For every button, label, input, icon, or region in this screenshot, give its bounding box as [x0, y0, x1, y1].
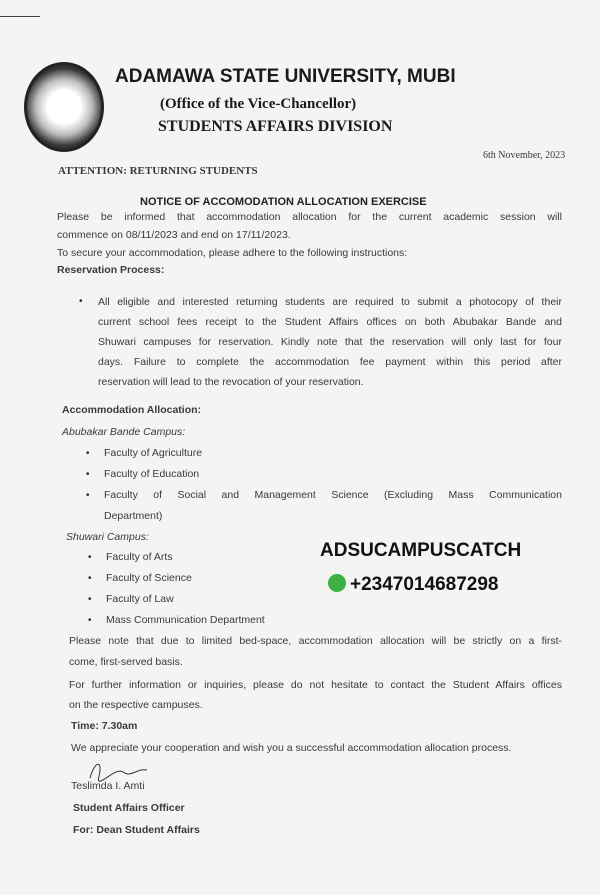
faculty-item: Faculty of Law: [106, 593, 174, 605]
whatsapp-icon: [328, 574, 346, 592]
bullet-icon: •: [88, 573, 92, 584]
further-line: on the respective campuses.: [69, 699, 203, 711]
notice-title: NOTICE OF ACCOMODATION ALLOCATION EXERCISE: [140, 196, 427, 208]
bullet-icon: •: [86, 469, 90, 480]
campus-heading: Abubakar Bande Campus:: [62, 426, 186, 438]
reservation-line: All eligible and interested returning students are required to submit a photocopy of their: [98, 296, 562, 308]
campus-heading: Shuwari Campus:: [66, 531, 149, 543]
watermark-name: ADSUCAMPUSCATCH: [320, 540, 522, 561]
reservation-heading: Reservation Process:: [57, 264, 165, 276]
bullet-icon: •: [86, 490, 90, 501]
reservation-line: Shuwari campuses for reservation. Kindly note that the reservation will only last for four: [98, 336, 562, 348]
university-name: ADAMAWA STATE UNIVERSITY, MUBI: [115, 66, 456, 87]
intro-line: Please be informed that accommodation allocation for the current academic session will: [57, 211, 562, 223]
date: 6th November, 2023: [483, 150, 566, 161]
signatory-for: For: Dean Student Affairs: [73, 824, 200, 836]
note-line: Please note that due to limited bed-space, accommodation allocation will be strictly on a first-: [69, 635, 562, 647]
reservation-line: days. Failure to complete the accommodation fee payment within this period after: [98, 356, 562, 368]
attention-line: ATTENTION: RETURNING STUDENTS: [58, 165, 258, 177]
reservation-line: current school fees receipt to the Student Affairs offices on both Abubakar Bande and: [98, 316, 562, 328]
faculty-item: Faculty of Arts: [106, 551, 173, 563]
time: Time: 7.30am: [71, 720, 138, 732]
faculty-item: Mass Communication Department: [106, 614, 265, 626]
signatory-role: Student Affairs Officer: [73, 802, 185, 814]
signature: [85, 758, 155, 782]
faculty-item: Faculty of Social and Management Science (Excluding Mass Communication: [104, 489, 562, 501]
division-name: STUDENTS AFFAIRS DIVISION: [158, 118, 393, 135]
university-logo: [24, 62, 104, 152]
signatory-name: Teslimda I. Amti: [71, 780, 145, 792]
bullet-icon: •: [86, 448, 90, 459]
office-name: (Office of the Vice-Chancellor): [160, 96, 357, 112]
faculty-item: Faculty of Science: [106, 572, 192, 584]
faculty-item: Department): [104, 510, 163, 522]
faculty-item: Faculty of Agriculture: [104, 447, 203, 459]
intro-line: commence on 08/11/2023 and end on 17/11/2023.: [57, 229, 291, 241]
intro-line: To secure your accommodation, please adhere to the following instructions:: [57, 247, 408, 259]
closing-line: We appreciate your cooperation and wish you a successful accommodation allocation process.: [71, 742, 512, 754]
note-line: come, first-served basis.: [69, 656, 183, 668]
allocation-heading: Accommodation Allocation:: [62, 404, 202, 416]
bullet-icon: •: [79, 296, 83, 307]
bullet-icon: •: [88, 552, 92, 563]
watermark-phone: +2347014687298: [350, 574, 499, 595]
faculty-item: Faculty of Education: [104, 468, 200, 480]
reservation-line: reservation will lead to the revocation of your reservation.: [98, 376, 364, 388]
paper-edge-line: [0, 16, 40, 17]
further-line: For further information or inquiries, please do not hesitate to contact the Student Affairs offices: [69, 679, 562, 691]
bullet-icon: •: [88, 615, 92, 626]
bullet-icon: •: [88, 594, 92, 605]
